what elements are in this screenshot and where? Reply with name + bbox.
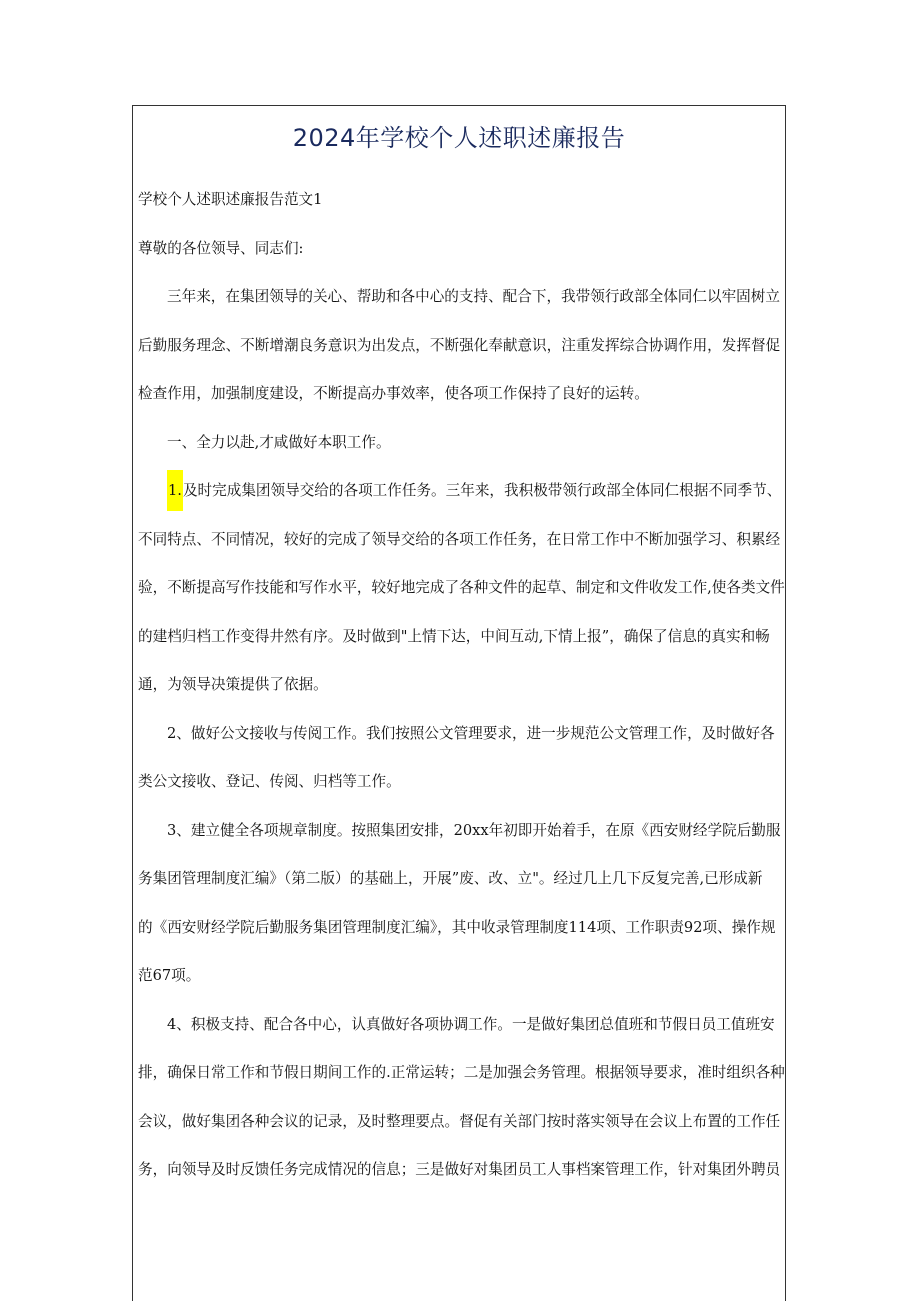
- text-line: [138, 1049, 786, 1098]
- line-text: 三年来，在集团领导的关心、帮助和各中心的支持、配合下，我带领行政部全体同仁以牢固树立: [167, 288, 780, 305]
- line-text: 一、全力以赴,才咸做好本职工作。: [167, 433, 391, 451]
- line-text: 务集团管理制度汇编》（第二版）的基础上，开展”废、改、立"。经过几上几下反复完善,已形成新: [138, 870, 763, 887]
- text-line: [138, 661, 786, 710]
- text-line: [138, 613, 786, 662]
- line-text: 后勤服务理念、不断增潮良务意识为出发点，不断强化奉献意识，注重发挥综合协调作用，发挥督促: [138, 336, 781, 354]
- text-line: [138, 273, 786, 322]
- text-line: [138, 564, 786, 613]
- text-line: [138, 710, 786, 759]
- highlighted-number: 1.: [167, 470, 183, 511]
- text-line: [138, 952, 786, 1001]
- text-line: [138, 855, 786, 904]
- line-text: 验，不断提高写作技能和写作水平，较好地完成了各种文件的起草、制定和文件收发工作,使各类文件: [138, 579, 785, 596]
- document-title: 2024年学校个人述职述廉报告: [292, 124, 626, 152]
- text-line: [138, 758, 786, 807]
- line-text: 会议，做好集团各种会议的记录，及时整理要点。督促有关部门按时落实领导在会议上布置的工作任: [138, 1112, 781, 1130]
- text-line: [138, 419, 786, 468]
- line-text: 3、建立健全各项规章制度。按照集团安排，20xx年初即开始着手，在原《西安财经学院后勤服: [167, 821, 781, 839]
- text-line: [138, 1001, 786, 1050]
- line-text: 类公文接收、登记、传阅、归档等工作。: [138, 773, 401, 790]
- text-line: [138, 225, 786, 274]
- line-text: 的建档归档工作变得井然有序。及时做到"上情下达，中间互动,下情上报”，确保了信息的真实和畅: [138, 627, 770, 645]
- line-text: 4、积极支持、配合各中心，认真做好各项协调工作。一是做好集团总值班和节假日员工值班安: [167, 1015, 775, 1033]
- document-body: [138, 176, 786, 1195]
- line-text: 尊敬的各位领导、同志们:: [138, 239, 304, 257]
- text-line: [138, 1098, 786, 1147]
- line-text: 检查作用，加强制度建设，不断提高办事效率，使各项工作保持了良好的运转。: [138, 385, 649, 402]
- text-line: [138, 176, 786, 225]
- line-text: 不同特点、不同情况，较好的完成了领导交给的各项工作任务，在日常工作中不断加强学习、积累经: [138, 530, 781, 548]
- line-text: 排，确保日常工作和节假日期间工作的.正常运转；二是加强会务管理。根据领导要求，准时组织各种: [138, 1064, 785, 1081]
- text-line: [138, 1146, 786, 1195]
- text-line: [138, 370, 786, 419]
- line-text: 范67项。: [138, 967, 201, 984]
- text-line: [138, 467, 786, 516]
- text-line: [138, 904, 786, 953]
- text-line: [138, 322, 786, 371]
- line-text: 2、做好公文接收与传阅工作。我们按照公文管理要求，进一步规范公文管理工作，及时做好各: [167, 724, 775, 742]
- document-page: [132, 105, 786, 1301]
- line-text: 通，为领导决策提供了依据。: [138, 676, 328, 693]
- text-line: [138, 807, 786, 856]
- line-text: 的《西安财经学院后勤服务集团管理制度汇编》，其中收录管理制度114项、工作职责92项、操作规: [138, 918, 776, 936]
- text-line: [138, 516, 786, 565]
- line-text: 务，向领导及时反馈任务完成情况的信息；三是做好对集团员工人事档案管理工作，针对集团外聘员: [138, 1161, 781, 1178]
- line-text: 及时完成集团领导交给的各项工作任务。三年来，我积极带领行政部全体同仁根据不同季节、: [182, 482, 782, 499]
- line-text: 学校个人述职述廉报告范文1: [138, 191, 323, 208]
